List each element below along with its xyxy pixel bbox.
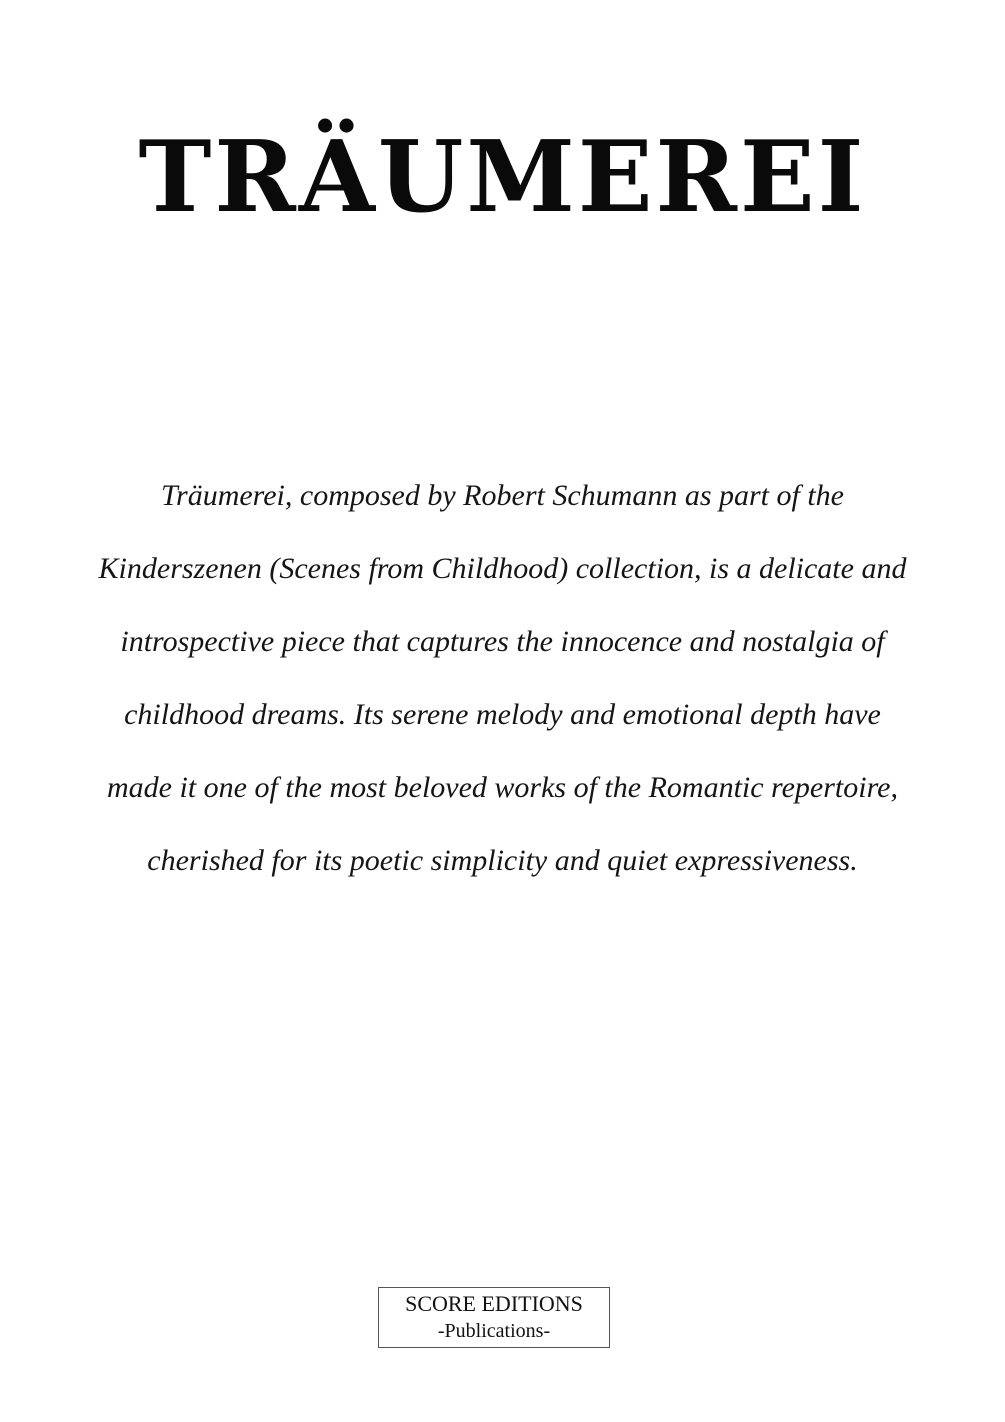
description-line: introspective piece that captures the innocence and nostalgia of (120, 625, 885, 658)
document-title: TRÄUMEREI (138, 120, 867, 235)
publisher-subtitle: -Publications- (437, 1320, 551, 1342)
publisher-name: SCORE EDITIONS (405, 1291, 583, 1316)
publisher-box (378, 1287, 610, 1348)
description-paragraph (60, 459, 945, 897)
description-line: cherished for its poetic simplicity and quiet expressiveness. (147, 844, 858, 877)
description-line: made it one of the most beloved works of the Romantic repertoire, (107, 771, 898, 804)
description-line: Träumerei, composed by Robert Schumann as part of the (161, 479, 844, 512)
description-line: Kinderszenen (Scenes from Childhood) collection, is a delicate and (98, 552, 907, 585)
description-line: childhood dreams. Its serene melody and emotional depth have (124, 698, 881, 731)
